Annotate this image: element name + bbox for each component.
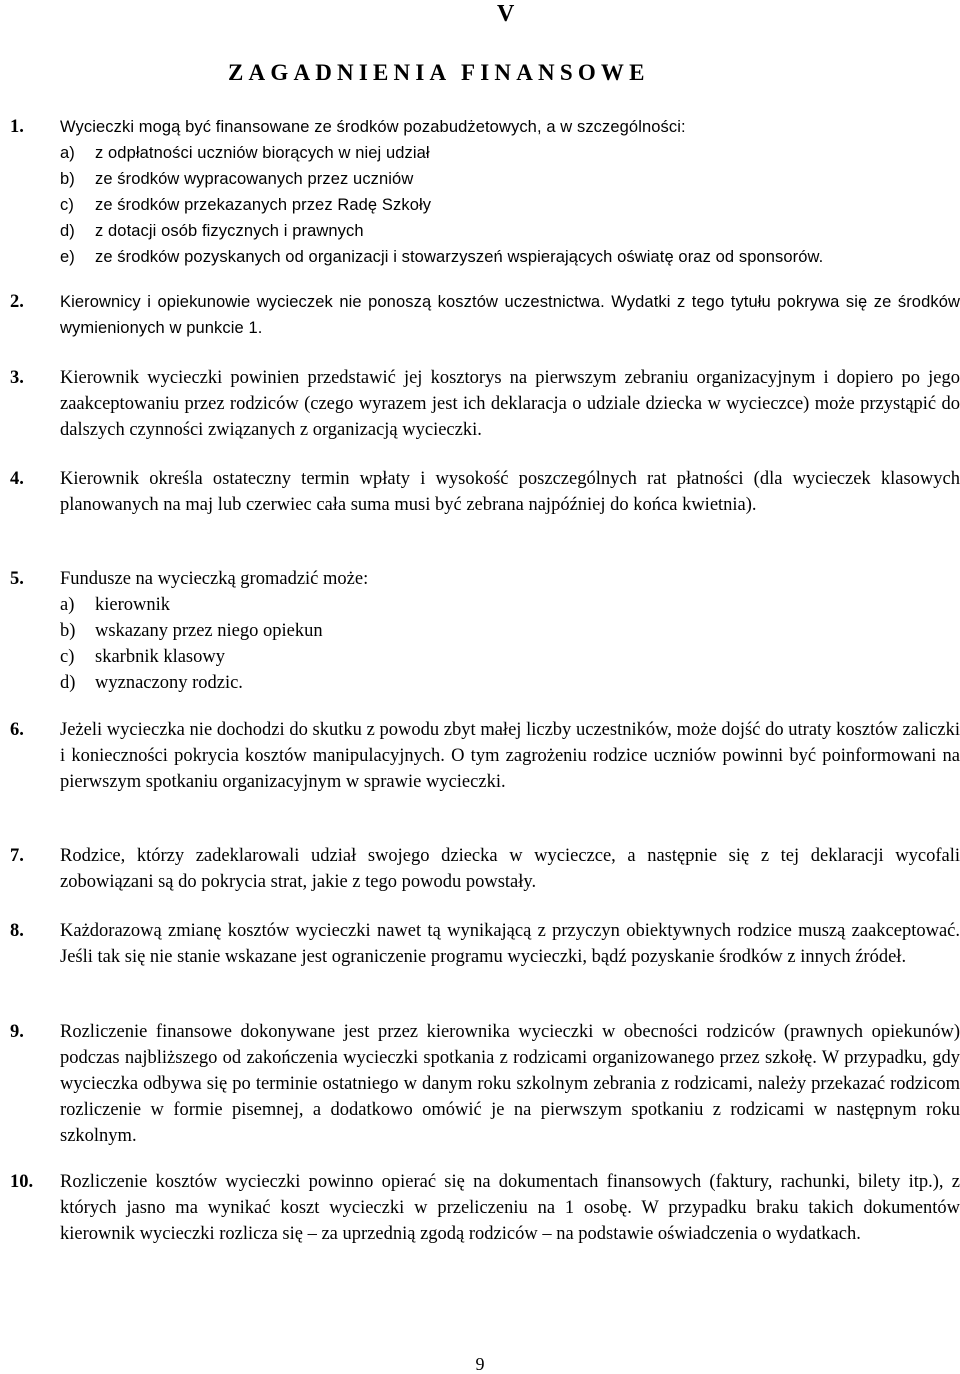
sub-item [60,218,960,244]
sub-list [10,592,960,696]
sub-item [60,670,960,696]
list-item-3 [10,365,960,443]
item-text: Rozliczenie kosztów wycieczki powinno opierać się na dokumentach finansowych (faktury, rachunki, bilety itp.), z których jasno ma wynikać koszt wycieczki w przeliczeniu na 1 osobę. W przypadku braku takich dokumentów kierownik wycieczki rozlicza się – za uprzednią zgodą rodziców – na podstawie oświadczenia o wydatkach. [60,1172,960,1244]
sub-label: c) [60,647,75,667]
sub-text: ze środków wypracowanych przez uczniów [95,170,414,188]
sub-list [10,140,960,270]
sub-text: wskazany przez niego opiekun [95,621,323,641]
sub-item [60,166,960,192]
page-number: 9 [475,1354,485,1374]
chapter-number: V [497,1,515,27]
sub-label: a) [60,595,75,615]
item-number: 1. [10,117,24,137]
sub-label: e) [60,248,75,266]
sub-item [60,140,960,166]
item-text: Każdorazową zmianę kosztów wycieczki nawet tą wynikającą z przyczyn obiektywnych rodzice muszą zaakceptować. Jeśli tak się nie stanie wskazane jest ograniczenie programu wycieczki, bądź pozyskanie środków z innych źródeł. [60,921,960,967]
sub-text: kierownik [95,595,171,615]
sub-text: wyznaczony rodzic. [95,673,243,693]
sub-label: a) [60,144,75,162]
list-item-4 [10,466,960,518]
item-number: 6. [10,720,24,740]
item-text: Rodzice, którzy zadeklarowali udział swojego dziecka w wycieczce, a następnie się z tej deklaracji wycofali zobowiązani są do pokrycia strat, jakie z tego powodu powstały. [60,846,960,892]
item-text: Kierownicy i opiekunowie wycieczek nie ponoszą kosztów uczestnictwa. Wydatki z tego tytułu pokrywa się ze środków wymienionych w punkcie 1. [60,293,960,337]
item-number: 9. [10,1022,24,1042]
list-item-2 [10,289,960,341]
sub-text: skarbnik klasowy [95,647,225,667]
list-item-7 [10,843,960,895]
item-number: 7. [10,846,24,866]
item-number: 3. [10,368,24,388]
item-text: Fundusze na wycieczką gromadzić może: [60,569,369,589]
list-item-9 [10,1019,960,1149]
sub-label: c) [60,196,74,214]
sub-text: z dotacji osób fizycznych i prawnych [95,222,364,240]
item-text: Wycieczki mogą być finansowane ze środków pozabudżetowych, a w szczególności: [60,118,686,136]
list-item-6 [10,717,960,795]
item-text: Kierownik określa ostateczny termin wpłaty i wysokość poszczególnych rat płatności (dla wycieczek klasowych planowanych na maj lub czerwiec cała suma musi być zebrana najpóźniej do końca kwietnia). [60,469,960,515]
list-item-10 [10,1169,960,1247]
sub-label: b) [60,621,76,641]
sub-text: ze środków pozyskanych od organizacji i stowarzyszeń wspierających oświatę oraz od sponsorów. [95,248,824,266]
item-number: 2. [10,292,24,312]
sub-item [60,192,960,218]
sub-item [60,244,960,270]
sub-text: ze środków przekazanych przez Radę Szkoły [95,196,432,214]
item-number: 8. [10,921,24,941]
list-item-1 [10,114,960,270]
sub-label: d) [60,673,76,693]
section-title: ZAGADNIENIA FINANSOWE [228,60,650,85]
sub-item [60,644,960,670]
sub-text: z odpłatności uczniów biorących w niej udział [95,144,430,162]
list-item-5 [10,566,960,696]
sub-label: d) [60,222,75,240]
item-text: Rozliczenie finansowe dokonywane jest przez kierownika wycieczki w obecności rodziców (prawnych opiekunów) podczas najbliższego od zakończenia wycieczki spotkania z rodzicami organizowanego przez szkołę. W przypadku, gdy wycieczka odbywa się po terminie ostatniego w danym roku szkolnym zebrania z rodzicami, należy przekazać rodzicom rozliczenie w formie pisemnej, a dodatkowo omówić je na pierwszym spotkaniu z rodzicami w następnym roku szkolnym. [60,1022,960,1146]
sub-item [60,592,960,618]
item-number: 5. [10,569,24,589]
item-text: Jeżeli wycieczka nie dochodzi do skutku z powodu zbyt małej liczby uczestników, może dojść do utraty kosztów zaliczki i konieczności pokrycia kosztów manipulacyjnych. O tym zagrożeniu rodzice uczniów powinni być poinformowani na pierwszym spotkaniu organizacyjnym w sprawie wycieczki. [60,720,960,792]
item-number: 4. [10,469,24,489]
item-text: Kierownik wycieczki powinien przedstawić jej kosztorys na pierwszym zebraniu organizacyjnym i dopiero po jego zaakceptowaniu przez rodziców (czego wyrazem jest ich deklaracja o udziale dziecka w wycieczce) może przystąpić do dalszych czynności związanych z organizacją wycieczki. [60,368,960,440]
list-item-8 [10,918,960,970]
item-number: 10. [10,1172,34,1192]
sub-label: b) [60,170,75,188]
sub-item [60,618,960,644]
